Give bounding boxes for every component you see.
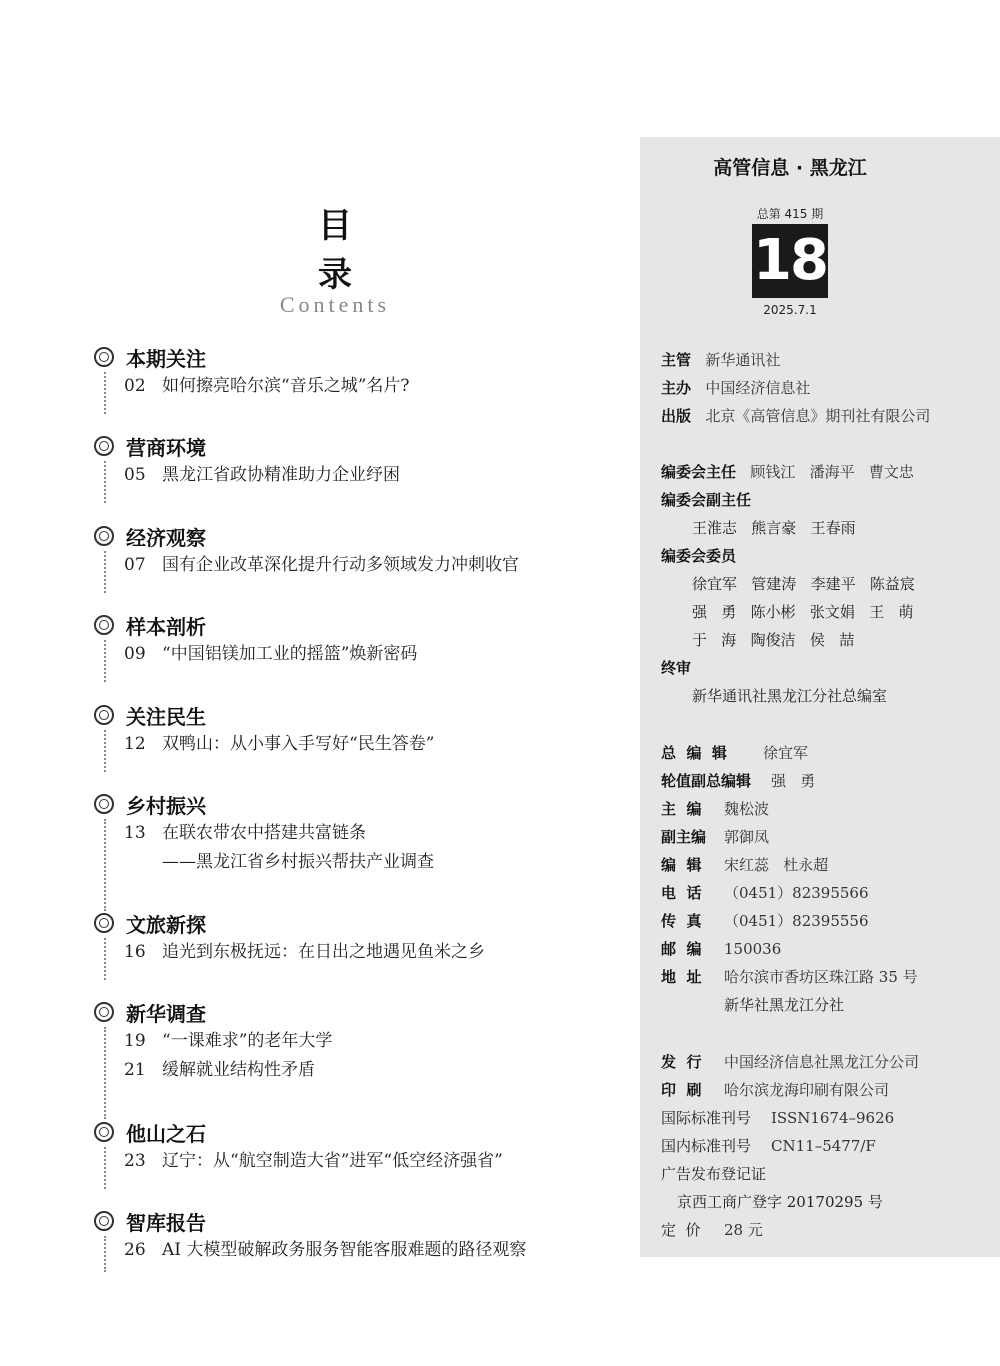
issue-date: 2025.7.1 bbox=[763, 303, 817, 317]
toc-title-cn: 目 录 bbox=[318, 206, 374, 295]
toc-section bbox=[94, 431, 614, 503]
entry-title: 黑龙江省政协精准助力企业纾困 bbox=[162, 465, 400, 485]
info-row: 主 编 魏松波 bbox=[661, 800, 770, 818]
entry-title: “中国铝镁加工业的摇篮”焕新密码 bbox=[162, 644, 418, 664]
circle-bullet-icon bbox=[94, 705, 114, 725]
toc-entry[interactable] bbox=[124, 1236, 614, 1265]
issue-number: 18 bbox=[752, 224, 828, 298]
info-row: 邮 编 150036 bbox=[661, 940, 782, 958]
entry-title: AI 大模型破解政务服务智能客服难题的路径观察 bbox=[162, 1240, 527, 1260]
committee-members-line: 徐宜军 管建涛 李建平 陈益宸 bbox=[692, 575, 915, 593]
toc-entry[interactable] bbox=[124, 1147, 614, 1176]
toc-section bbox=[94, 1206, 614, 1272]
toc-entry[interactable] bbox=[124, 1056, 614, 1085]
page-number: 05 bbox=[124, 465, 146, 485]
toc-section bbox=[94, 342, 614, 414]
page-number: 19 bbox=[124, 1031, 146, 1051]
info-row: 国内标准刊号 CN11–5477/F bbox=[661, 1137, 876, 1155]
circle-bullet-icon bbox=[94, 436, 114, 456]
toc-section bbox=[94, 610, 614, 682]
info-row: 印 刷 哈尔滨龙海印刷有限公司 bbox=[661, 1081, 890, 1099]
toc-entry-subtitle bbox=[124, 848, 614, 877]
price-row: 定 价 28 元 bbox=[661, 1221, 763, 1239]
entry-title: 辽宁：从“航空制造大省”进军“低空经济强省” bbox=[162, 1151, 503, 1171]
section-title: 乡村振兴 bbox=[126, 793, 206, 818]
info-row: 总 编 辑 徐宜军 bbox=[661, 744, 809, 762]
masthead-panel bbox=[640, 137, 1000, 1257]
page-number: 12 bbox=[124, 734, 146, 754]
info-row: 发 行 中国经济信息社黑龙江分公司 bbox=[661, 1053, 920, 1071]
committee-members-line: 于 海 陶俊洁 侯 喆 bbox=[692, 631, 855, 649]
toc-entry[interactable] bbox=[124, 461, 614, 490]
final-review-value: 新华通讯社黑龙江分社总编室 bbox=[692, 687, 888, 705]
circle-bullet-icon bbox=[94, 1002, 114, 1022]
entry-title: 国有企业改革深化提升行动多领域发力冲刺收官 bbox=[162, 555, 519, 575]
toc-section bbox=[94, 700, 614, 772]
circle-bullet-icon bbox=[94, 526, 114, 546]
toc-section bbox=[94, 997, 614, 1119]
final-review-label: 终审 bbox=[661, 659, 692, 677]
info-row: 副主编 郭御凤 bbox=[661, 828, 770, 846]
toc-entry[interactable] bbox=[124, 730, 614, 759]
committee-director: 编委会主任 顾钱江 潘海平 曹文忠 bbox=[661, 463, 914, 481]
toc-entry[interactable] bbox=[124, 551, 614, 580]
section-title: 新华调查 bbox=[126, 1001, 206, 1026]
entry-title: 如何擦亮哈尔滨“音乐之城”名片? bbox=[162, 376, 410, 396]
entry-title: 在联农带农中搭建共富链条 bbox=[162, 823, 366, 843]
page-number: 21 bbox=[124, 1060, 146, 1080]
info-row: 地 址 哈尔滨市香坊区珠江路 35 号 bbox=[661, 968, 918, 986]
section-title: 经济观察 bbox=[126, 525, 206, 550]
toc-entry[interactable] bbox=[124, 640, 614, 669]
entry-title: 追光到东极抚远：在日出之地遇见鱼米之乡 bbox=[162, 942, 485, 962]
info-row: 轮值副总编辑 强 勇 bbox=[661, 772, 816, 790]
circle-bullet-icon bbox=[94, 794, 114, 814]
committee-deputy-names: 王淮志 熊言豪 王春雨 bbox=[692, 519, 856, 537]
page-number: 07 bbox=[124, 555, 146, 575]
toc-entry[interactable] bbox=[124, 819, 614, 848]
committee-members-label: 编委会委员 bbox=[661, 547, 737, 565]
issue-total: 总第 415 期 bbox=[756, 207, 824, 221]
toc-section bbox=[94, 521, 614, 593]
toc-entry[interactable] bbox=[124, 938, 614, 967]
entry-title: “一课难求”的老年大学 bbox=[162, 1031, 333, 1051]
info-row: 国际标准刊号 ISSN1674–9626 bbox=[661, 1109, 895, 1127]
page-number: 02 bbox=[124, 376, 146, 396]
section-title: 文旅新探 bbox=[126, 912, 206, 937]
info-row: 传 真 （0451）82395556 bbox=[661, 912, 869, 930]
committee-members-line: 强 勇 陈小彬 张文娟 王 萌 bbox=[692, 603, 914, 621]
info-row: 主管 新华通讯社 bbox=[661, 351, 781, 369]
info-row: 主办 中国经济信息社 bbox=[661, 379, 811, 397]
section-title: 本期关注 bbox=[126, 346, 206, 371]
committee-deputy-label: 编委会副主任 bbox=[661, 491, 752, 509]
entry-subtitle: ——黑龙江省乡村振兴帮扶产业调查 bbox=[162, 852, 434, 872]
info-row: 电 话 （0451）82395566 bbox=[661, 884, 869, 902]
section-title: 营商环境 bbox=[126, 435, 206, 460]
ad-license-number: 京西工商广登字 20170295 号 bbox=[677, 1193, 883, 1211]
entry-title: 缓解就业结构性矛盾 bbox=[162, 1060, 315, 1080]
page-number: 13 bbox=[124, 823, 146, 843]
circle-bullet-icon bbox=[94, 1211, 114, 1231]
circle-bullet-icon bbox=[94, 1122, 114, 1142]
toc-section bbox=[94, 908, 614, 980]
toc-section bbox=[94, 1117, 614, 1189]
toc-section bbox=[94, 789, 614, 911]
address-line-2: 新华社黑龙江分社 bbox=[724, 996, 845, 1014]
circle-bullet-icon bbox=[94, 913, 114, 933]
toc-title bbox=[270, 198, 400, 318]
section-title: 他山之石 bbox=[126, 1121, 206, 1146]
toc-title-en: Contents bbox=[279, 292, 391, 317]
page-number: 09 bbox=[124, 644, 146, 664]
section-title: 关注民生 bbox=[126, 704, 206, 729]
page-number: 16 bbox=[124, 942, 146, 962]
magazine-title: 高管信息 · 黑龙江 bbox=[713, 157, 867, 179]
entry-title: 双鸭山：从小事入手写好“民生答卷” bbox=[162, 734, 435, 754]
section-title: 样本剖析 bbox=[126, 614, 206, 639]
info-row: 出版 北京《高管信息》期刊社有限公司 bbox=[661, 407, 931, 425]
circle-bullet-icon bbox=[94, 347, 114, 367]
info-row: 编 辑 宋红蕊 杜永超 bbox=[661, 856, 829, 874]
info-row: 广告发布登记证 bbox=[661, 1165, 767, 1183]
toc-entry[interactable] bbox=[124, 372, 614, 401]
toc-entry[interactable] bbox=[124, 1027, 614, 1056]
circle-bullet-icon bbox=[94, 615, 114, 635]
page-number: 23 bbox=[124, 1151, 146, 1171]
page-number: 26 bbox=[124, 1240, 146, 1260]
section-title: 智库报告 bbox=[126, 1210, 206, 1235]
